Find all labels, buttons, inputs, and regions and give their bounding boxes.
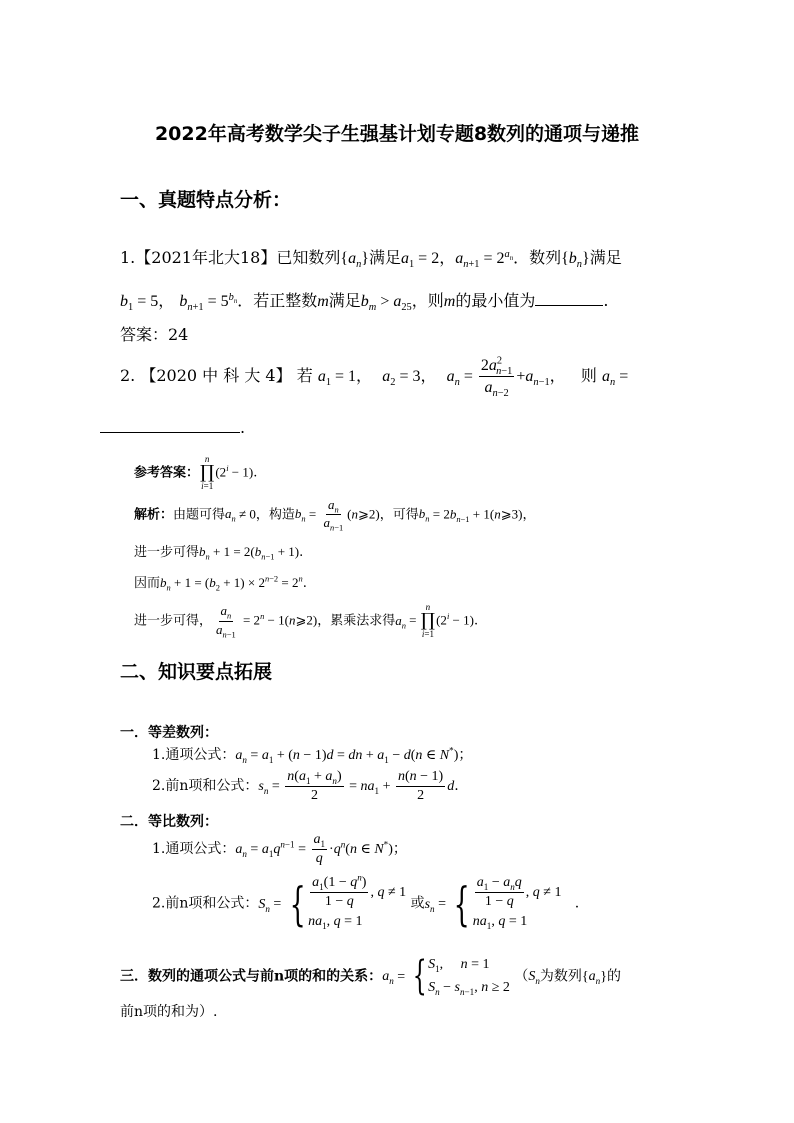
q2-tag: 【2020 中 科 大 4】 (140, 366, 292, 385)
analysis-line-4: 进一步可得， $\frac{a_n}{a_{n-1}}$ = $2^n$ − 1(n⩾2)，累乘法求得$a_n$ = n ∏ i=1 $(2^i - 1)$. (134, 602, 479, 640)
formula-label: 2.前n项和公式： (152, 778, 259, 794)
term-sum-relation: 三．数列的通项公式与前n项的和的关系：$a_n$ = { $S_1$, n = 1 $S_n - s_{n-1}$, n ≥ 2 （$S_n$为数列$\{a_n\}$的 (120, 953, 621, 1000)
ref-answer-label: 参考答案： (134, 465, 200, 481)
note-text: 为数列 (539, 968, 582, 985)
arithmetic-general-term: 1.通项公式：$a_n = a_1 + (n - 1)d$ = dn + $a_1 - d(n$ ∈ N*)； (152, 745, 473, 765)
analysis-text: ，可得 (379, 507, 419, 523)
analysis-text: ，构造 (255, 507, 295, 523)
q1-tag: 【2021年北大18】 (135, 248, 277, 267)
question-2-line-1: 2. 【2020 中 科 大 4】 若 $a_1 = 1$， $a_2 = 3$， $a_n$ = $\frac{2a^2_{n-1}}{a_{n-2}}$ $+a_{n-1}$， 则 $a_n$ = (120, 355, 629, 400)
or-text: 或 (410, 895, 425, 912)
geometric-sum: 2.前n项和公式：$S_n$ = { $\frac{a_1(1 - q^n)}{1 - q}$ , q ≠ 1 $na_1$, q = 1 或$s_n$ = { $\frac{a_1 - a_nq}{1 - q}$ , q ≠ 1 $na_1$, q = 1 . (152, 872, 580, 931)
analysis-line-1: 解析：由题可得$a_n \ne 0$，构造$b_n$ = $\frac{a_n}{a_{n-1}}$ (n⩾2)，可得$b_n = 2b_{n-1}$ + 1(n⩾3)， (134, 497, 536, 533)
answer-blank (100, 432, 240, 433)
question-1-line-1: 1.【2021年北大18】已知数列$\{a_n\}$满足$a_1 = 2$，$a_{n+1} = 2^{a_n}$．数列$\{b_n\}$满足 (120, 248, 622, 271)
analysis-text: 进一步可得 (134, 545, 200, 560)
q1-text: ．若正整数 (237, 291, 318, 310)
geometric-general-term: 1.通项公式：$a_n = a_1q^{n-1}$ = $\frac{a_1}{q}$ $\cdot q^n(n$ ∈ N*)； (152, 832, 407, 866)
question-2-line-2: . (100, 418, 245, 437)
q2-text: 则 (580, 366, 597, 385)
question-1-line-2: $b_1 = 5$， $b_{n+1} = 5^{b_n}$．若正整数m满足$b_m > a_{25}$，则m的最小值为 . (120, 291, 609, 314)
analysis-label: 解析： (134, 507, 174, 523)
analysis-text: ，累乘法求得 (317, 613, 396, 629)
q1-number: 1. (120, 248, 136, 267)
section-heading-2: 二、知识要点拓展 (120, 661, 273, 683)
formula-label: 1.通项公式： (152, 841, 236, 857)
formula-label: 2.前n项和公式： (152, 895, 259, 912)
page-title: 2022年高考数学尖子生强基计划专题8数列的通项与递推 (154, 123, 640, 145)
analysis-line-3: 因而$b_n + 1 = (b_2 + 1) \times 2^{n-2} = 2^n$. (134, 573, 307, 593)
note-text: （ (514, 968, 529, 985)
analysis-line-2: 进一步可得$b_n + 1 = 2(b_{n-1} + 1)$. (134, 544, 304, 562)
analysis-text: 由题可得 (173, 507, 226, 523)
q2-reference-answer: 参考答案： n ∏ i=1 $(2^i - 1)$. (134, 454, 258, 491)
note-text: 的 (606, 968, 621, 985)
subsection-arithmetic: 一．等差数列： (120, 725, 218, 741)
arithmetic-sum: 2.前n项和公式：$s_n$ = $\frac{n(a_1 + a_n)}{2}$ = $na_1$ + $\frac{n(n - 1)}{2}$ d. (152, 769, 459, 803)
subsection-relation: 三．数列的通项公式与前n项的和的关系： (120, 968, 383, 985)
section-heading-1: 一、真题特点分析： (120, 189, 292, 211)
q1-text: 的最小值为 (455, 291, 536, 310)
q1-text: 满足 (368, 248, 401, 267)
q2-number: 2. (120, 366, 136, 385)
analysis-text: 进一步可得， (134, 613, 213, 629)
q1-text: 已知数列 (276, 248, 341, 267)
term-sum-relation-note: 前n项的和为）. (120, 1004, 218, 1020)
q1-text: ，则 (411, 291, 444, 310)
answer-blank (535, 305, 603, 306)
q1-text: 满足 (589, 248, 622, 267)
q1-text: ．数列 (513, 248, 562, 267)
analysis-text: 因而 (134, 576, 161, 591)
q1-text: 满足 (328, 291, 361, 310)
q2-text: 若 (296, 366, 313, 385)
q1-answer: 答案：24 (120, 325, 189, 344)
subsection-geometric: 二．等比数列： (120, 814, 218, 830)
formula-label: 1.通项公式： (152, 747, 236, 763)
